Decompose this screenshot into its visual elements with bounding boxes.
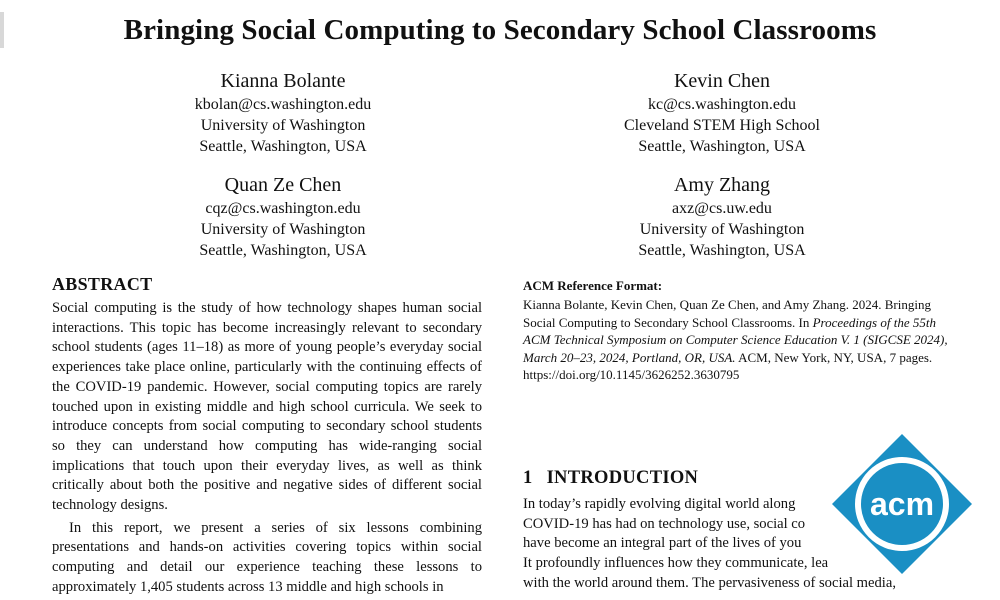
author-name: Quan Ze Chen [224, 174, 342, 196]
section-title: INTRODUCTION [546, 468, 699, 488]
reference-text [523, 296, 953, 384]
acm-logo [832, 434, 972, 574]
acm-logo-text: acm [869, 486, 935, 522]
section-number: 1 [523, 468, 533, 488]
author-name: Amy Zhang [673, 174, 771, 196]
reference-authors: Kianna Bolante, Kevin Chen, Quan Ze Chen, and Amy Zhang. 2024. Bringing Social Computing to Secondary School Classrooms. In [523, 297, 931, 330]
author-affiliation: University of Washington [639, 221, 805, 238]
author-block-4 [542, 172, 902, 261]
reference-publisher: ACM, New York, NY, USA, 7 pages. https://doi.org/10.1145/3626252.3630795 [523, 349, 933, 382]
reference-heading: ACM Reference Format: [523, 278, 663, 293]
author-email: kbolan@cs.washington.edu [194, 96, 372, 113]
author-block-1 [103, 68, 463, 157]
text-line: COVID-19 has had on technology use, social co [523, 515, 806, 532]
acm-reference-format [523, 278, 953, 384]
author-name: Kianna Bolante [220, 70, 346, 92]
abstract-section [52, 274, 482, 598]
author-email: axz@cs.uw.edu [672, 200, 772, 217]
author-affiliation: University of Washington [200, 117, 366, 134]
author-email: kc@cs.washington.edu [647, 96, 797, 113]
text-line: It profoundly influences how they communicate, lea [523, 555, 829, 572]
author-location: Seattle, Washington, USA [638, 242, 806, 259]
text-line: In today’s rapidly evolving digital world along [523, 496, 796, 512]
abstract-paragraph: Social computing is the study of how technology shapes human social interactions. This topic has become increasingly relevant to secondary school students (ages 11–18) as more of young people’s everyday social experiences take place online, particularly with the continuing effects of the COVID-19 pandemic. However, social computing topics are rarely touched upon in existing middle and high school curricula. We seek to introduce concepts from social computing to secondary school students so they can understand how computing has wide-ranging social implications that touch upon their everyday lives, as well as think critically about both the positive and negative sides of different social technology designs. [52, 300, 482, 514]
reference-venue: Proceedings of the 55th ACM Technical Symposium on Computer Science Education V. 1 (SIGCSE 2024), March 20–23, 2024, Portland, OR, USA. [523, 314, 948, 365]
text-line: have become an integral part of the lives of you [523, 535, 802, 552]
author-location: Seattle, Washington, USA [199, 242, 367, 259]
author-email: cqz@cs.washington.edu [205, 200, 361, 217]
author-block-3 [103, 172, 463, 261]
author-name: Kevin Chen [673, 70, 771, 92]
author-block-2 [542, 68, 902, 157]
author-affiliation: Cleveland STEM High School [624, 117, 820, 134]
author-affiliation: University of Washington [200, 221, 366, 238]
paper-title: Bringing Social Computing to Secondary School Classrooms [123, 14, 877, 46]
abstract-heading: ABSTRACT [52, 274, 153, 294]
text-line: with the world around them. The pervasiveness of social media, [523, 574, 896, 591]
author-location: Seattle, Washington, USA [199, 138, 367, 155]
author-location: Seattle, Washington, USA [638, 138, 806, 155]
abstract-paragraph: In this report, we present a series of six lessons combining presentations and hands-on activities covering topics within social computing and detail our experience teaching these lessons to approximately 1,405 students across 13 middle and high schools in [52, 519, 482, 595]
